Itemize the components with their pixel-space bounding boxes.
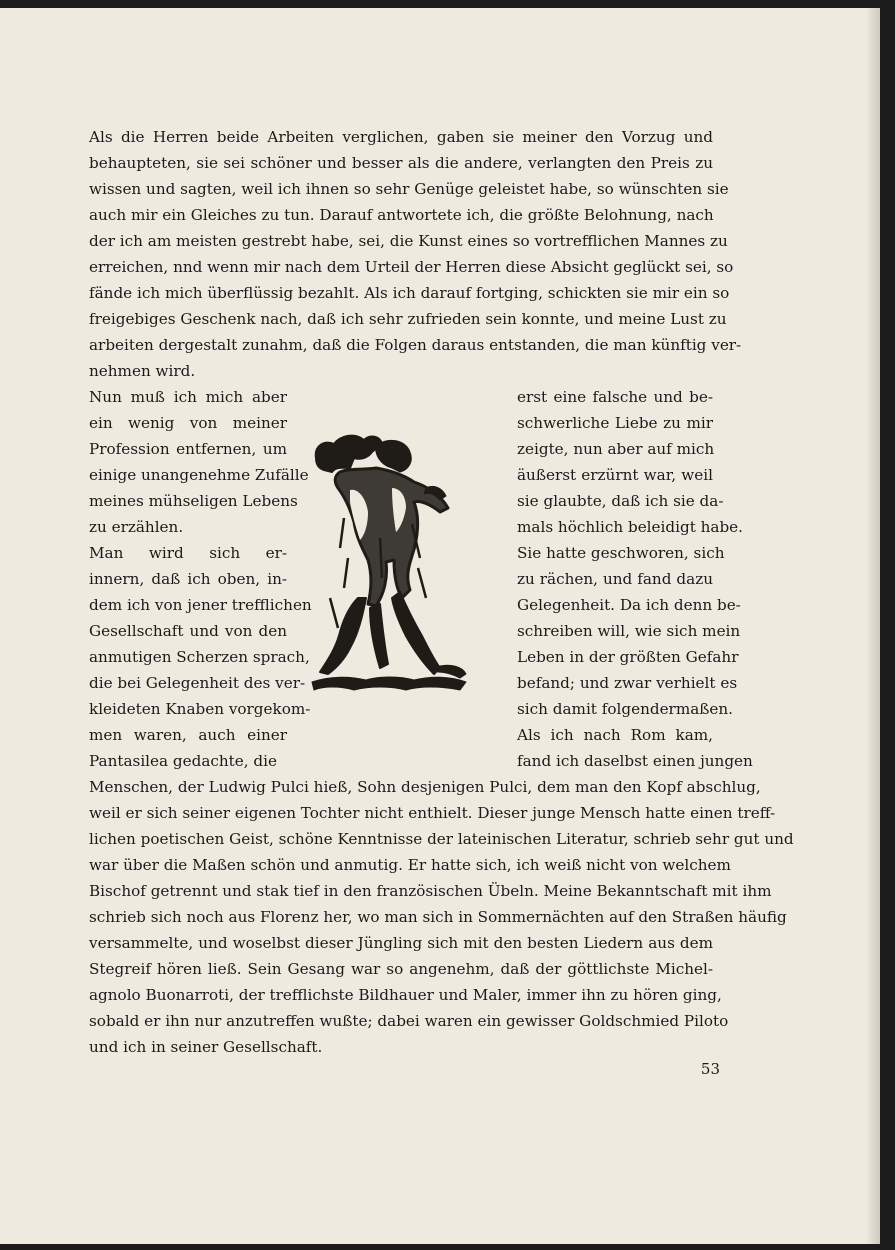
- woodcut-illustration: [310, 428, 470, 696]
- text-line: äußerst erzürnt war, weil: [517, 466, 713, 484]
- text-line: schrieb sich noch aus Florenz her, wo man sich in Sommernächten auf den Straßen häufig: [89, 908, 787, 926]
- text-line: erst eine falsche und be-: [517, 388, 713, 406]
- text-line: Gelegenheit. Da ich denn be-: [517, 596, 741, 614]
- text-line: anmutigen Scherzen sprach,: [89, 648, 310, 666]
- text-line: zu erzählen.: [89, 518, 184, 536]
- text-line: wissen und sagten, weil ich ihnen so sehr Genüge geleistet habe, so wünschten sie: [89, 180, 729, 198]
- text-line: Stegreif hören ließ. Sein Gesang war so angenehm, daß der göttlichste Michel-: [89, 960, 713, 978]
- text-line: Leben in der größten Gefahr: [517, 648, 739, 666]
- text-line: war über die Maßen schön und anmutig. Er hatte sich, ich weiß nicht von welchem: [89, 856, 731, 874]
- text-line: behaupteten, sie sei schöner und besser als die andere, verlangten den Preis zu: [89, 154, 713, 172]
- text-line: schwerliche Liebe zu mir: [517, 414, 713, 432]
- text-line: auch mir ein Gleiches zu tun. Darauf antwortete ich, die größte Belohnung, nach: [89, 206, 714, 224]
- text-line: fand ich daselbst einen jungen: [517, 752, 753, 770]
- text-line: lichen poetischen Geist, schöne Kenntnisse der lateinischen Literatur, schrieb sehr gut und: [89, 830, 794, 848]
- text-line: Sie hatte geschworen, sich: [517, 544, 725, 562]
- text-line: einige unangenehme Zufälle: [89, 466, 309, 484]
- book-page: [0, 8, 880, 1244]
- text-line: fände ich mich überflüssig bezahlt. Als ich darauf fortging, schickten sie mir ein so: [89, 284, 730, 302]
- text-line: innern, daß ich oben, in-: [89, 570, 287, 588]
- text-line: Menschen, der Ludwig Pulci hieß, Sohn desjenigen Pulci, dem man den Kopf abschlug,: [89, 778, 761, 796]
- text-line: erreichen, nnd wenn mir nach dem Urteil der Herren diese Absicht geglückt sei, so: [89, 258, 734, 276]
- text-line: mals höchlich beleidigt habe.: [517, 518, 743, 536]
- text-line: sobald er ihn nur anzutreffen wußte; dabei waren ein gewisser Goldschmied Piloto: [89, 1012, 729, 1030]
- text-line: men waren, auch einer: [89, 726, 287, 744]
- text-line: Pantasilea gedachte, die: [89, 752, 277, 770]
- text-line: zu rächen, und fand dazu: [517, 570, 713, 588]
- text-line: versammelte, und woselbst dieser Jüngling sich mit den besten Liedern aus dem: [89, 934, 713, 952]
- text-line: Man wird sich er-: [89, 544, 287, 562]
- text-line: freigebiges Geschenk nach, daß ich sehr zufrieden sein konnte, und meine Lust zu: [89, 310, 727, 328]
- text-line: nehmen wird.: [89, 362, 196, 380]
- text-line: zeigte, nun aber auf mich: [517, 440, 715, 458]
- text-line: sie glaubte, daß ich sie da-: [517, 492, 724, 510]
- page-number: 53: [700, 1060, 720, 1078]
- text-line: weil er sich seiner eigenen Tochter nicht enthielt. Dieser junge Mensch hatte einen treff-: [89, 804, 776, 822]
- text-line: und ich in seiner Gesellschaft.: [89, 1038, 323, 1056]
- text-line: meines mühseligen Lebens: [89, 492, 298, 510]
- text-line: dem ich von jener trefflichen: [89, 596, 312, 614]
- text-line: Profession entfernen, um: [89, 440, 287, 458]
- text-line: die bei Gelegenheit des ver-: [89, 674, 306, 692]
- text-line: Nun muß ich mich aber: [89, 388, 287, 406]
- text-line: Als die Herren beide Arbeiten verglichen, gaben sie meiner den Vorzug und: [89, 128, 713, 146]
- text-line: der ich am meisten gestrebt habe, sei, die Kunst eines so vortrefflichen Mannes zu: [89, 232, 728, 250]
- text-line: befand; und zwar verhielt es: [517, 674, 738, 692]
- text-line: Gesellschaft und von den: [89, 622, 287, 640]
- text-line: agnolo Buonarroti, der trefflichste Bildhauer und Maler, immer ihn zu hören ging,: [89, 986, 722, 1004]
- page-edge-shadow: [866, 8, 880, 1244]
- text-line: ein wenig von meiner: [89, 414, 287, 432]
- text-line: kleideten Knaben vorgekom-: [89, 700, 311, 718]
- text-line: schreiben will, wie sich mein: [517, 622, 741, 640]
- text-line: sich damit folgendermaßen.: [517, 700, 734, 718]
- text-line: Bischof getrennt und stak tief in den französischen Übeln. Meine Bekanntschaft mit ihm: [89, 882, 772, 900]
- text-line: arbeiten dergestalt zunahm, daß die Folgen daraus entstanden, die man künftig ver-: [89, 336, 742, 354]
- text-line: Als ich nach Rom kam,: [517, 726, 713, 744]
